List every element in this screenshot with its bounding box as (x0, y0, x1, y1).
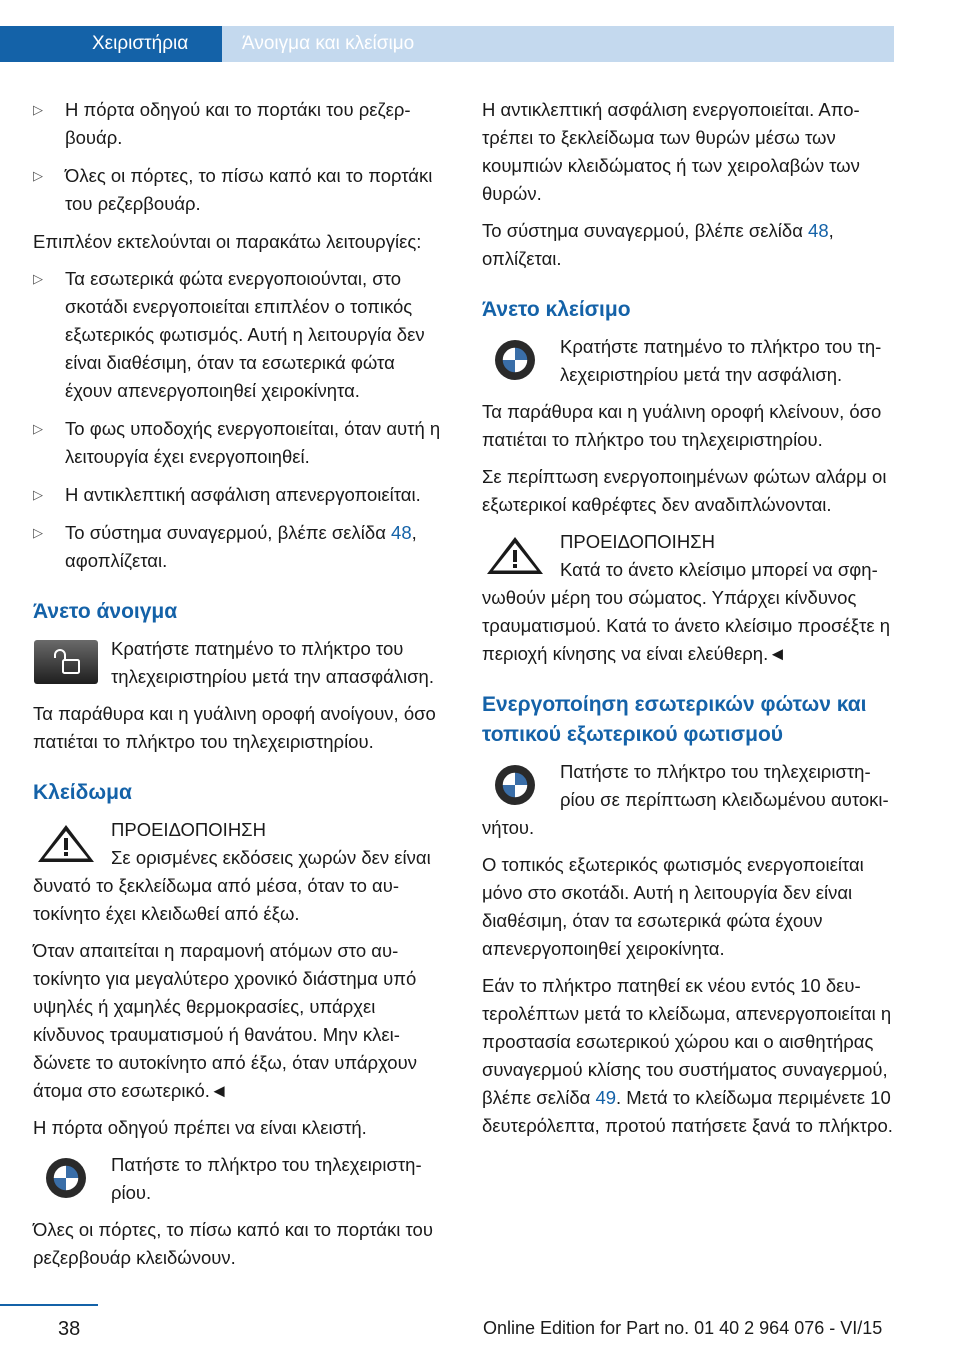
paragraph: Κρατήστε πατημένο το πλήκτρο του τηλεχειριστηρίου μετά την απασφάλιση. (33, 635, 445, 691)
page-link[interactable]: 48 (391, 522, 412, 543)
warning-block: ΠΡΟΕΙΔΟΠΟΙΗΣΗ Κατά το άνετο κλείσιμο μπορεί να σφηνωθούν μέρη του σώματος. Υπάρχει κίνδυνος τραυματισμού. Κατά το άνετο κλείσιμο προσέξτε η περιοχή κίνησης να είναι ελεύθερη.◄ (482, 531, 890, 664)
paragraph: Τα παράθυρα και η γυάλινη οροφή κλείνουν, όσο πατιέται το πλήκτρο του τηλεχειριστηρίου. (482, 401, 882, 450)
page-link[interactable]: 48 (808, 220, 829, 241)
triangle-bullet-icon: ▷ (33, 487, 43, 502)
list-item: ▷ Όλες οι πόρτες, το πίσω καπό και το πορτάκι του ρεζερβουάρ. (33, 162, 445, 218)
unlock-button-icon (33, 639, 99, 685)
paragraph: Ο τοπικός εξωτερικός φωτισμός ενεργοποιείται μόνο στο σκοτάδι. Αυτή η λειτουργία δεν είναι διαθέσιμη, όταν τα εσωτερικά φώτα έχουν απενεργοποιηθεί χειροκίνητα. (482, 854, 864, 959)
section-tab-inactive: Άνοιγμα και κλείσιμο (222, 26, 894, 62)
warning-triangle-icon (33, 820, 99, 866)
footer-rule (0, 1304, 98, 1306)
page-header (0, 0, 960, 62)
paragraph: Σε περίπτωση ενεργοποιημένων φώτων αλάρμ οι εξωτερικοί καθρέφτες δεν αναδιπλώνονται. (482, 466, 887, 515)
paragraph: Όταν απαιτείται η παραμονή ατόμων στο αυτοκίνητο για μεγαλύτερο χρονικό διάστημα υπό υψηλές ή χαμηλές θερμοκρασίες, υπάρχει κίνδυνος τραυματισμού ή θανάτου. Μην κλειδώνετε το αυτοκίνητο από έξω, όταν υπάρχουν άτομα στο εσωτερικό.◄ (33, 940, 417, 1101)
left-column (33, 96, 445, 1281)
edition-note: Online Edition for Part no. 01 40 2 964 076 - VI/15 (483, 1318, 883, 1338)
paragraph: Όλες οι πόρτες, το πίσω καπό και το πορτάκι του ρεζερβουάρ κλειδώνουν. (33, 1219, 433, 1268)
paragraph: Επιπλέον εκτελούνται οι παρακάτω λειτουργίες: (33, 231, 422, 252)
section-heading: Ενεργοποίηση εσωτερικών φώτων και τοπικού εξωτερικού φωτισμού (482, 693, 867, 746)
paragraph: Η πόρτα οδηγού πρέπει να είναι κλειστή. (33, 1117, 367, 1138)
triangle-bullet-icon: ▷ (33, 102, 43, 117)
warning-block: ΠΡΟΕΙΔΟΠΟΙΗΣΗ Σε ορισμένες εκδόσεις χωρών δεν είναι δυνατό το ξεκλείδωμα από μέσα, όταν το αυτοκίνητο έχει κλειδωθεί από έξω. (33, 819, 431, 924)
section-tab-active: Χειριστήρια (0, 26, 222, 62)
section-heading: Κλείδωμα (33, 781, 132, 804)
paragraph: Το σύστημα συναγερμού, βλέπε σελίδα 48, οπλίζεται. (482, 220, 834, 269)
list-item: ▷ Τα εσωτερικά φώτα ενεργοποιούνται, στο σκοτάδι ενεργοποιείται επιπλέον ο τοπικός εξωτερικός φωτισμός. Αυτή η λειτουργία δεν είναι διαθέσιμη, όταν τα εσωτερικά φώτα έχουν απενεργοποιηθεί χειροκίνητα. (33, 265, 445, 405)
bmw-logo-icon (482, 337, 548, 383)
paragraph: Τα παράθυρα και η γυάλινη οροφή ανοίγουν, όσο πατιέται το πλήκτρο του τηλεχειριστηρίου. (33, 703, 436, 752)
paragraph: Πατήστε το πλήκτρο του τηλεχειριστηρίου σε περίπτωση κλειδωμένου αυτοκινήτου. (482, 761, 889, 838)
list-item: ▷ Η αντικλεπτική ασφάλιση απενεργοποιείται. (33, 481, 445, 509)
list-item: ▷ Το σύστημα συναγερμού, βλέπε σελίδα 48, αφοπλίζεται. (33, 519, 445, 575)
triangle-bullet-icon: ▷ (33, 525, 43, 540)
triangle-bullet-icon: ▷ (33, 421, 43, 436)
triangle-bullet-icon: ▷ (33, 271, 43, 286)
paragraph: Πατήστε το πλήκτρο του τηλεχειριστηρίου. (33, 1151, 445, 1207)
bmw-logo-icon (33, 1155, 99, 1201)
bmw-logo-icon (482, 762, 548, 808)
section-heading: Άνετο κλείσιμο (482, 298, 631, 321)
list-item: ▷ Η πόρτα οδηγού και το πορτάκι του ρεζερβουάρ. (33, 96, 445, 152)
triangle-bullet-icon: ▷ (33, 168, 43, 183)
warning-triangle-icon (482, 532, 548, 578)
right-column (482, 96, 894, 1149)
page-number: 38 (58, 1318, 81, 1340)
paragraph: Κρατήστε πατημένο το πλήκτρο του τηλεχειριστηρίου μετά την ασφάλιση. (482, 333, 894, 389)
page-link[interactable]: 49 (595, 1087, 617, 1108)
section-heading: Άνετο άνοιγμα (33, 600, 178, 623)
list-item: ▷ Το φως υποδοχής ενεργοποιείται, όταν αυτή η λειτουργία έχει ενεργοποιηθεί. (33, 415, 445, 471)
paragraph: Εάν το πλήκτρο πατηθεί εκ νέου εντός 10 δευτερολέπτων μετά το κλείδωμα, απενεργοποιείται η προστασία εσωτερικού χώρου και ο αισθητήρας συναγερμού κλίσης του συστήματος συναγερμού, βλέπε σελίδα 49. Μετά το κλείδωμα περιμένετε 10 δευτερόλεπτα, προτού πατήσετε ξανά το πλήκτρο. (482, 975, 893, 1136)
paragraph: Η αντικλεπτική ασφάλιση ενεργοποιείται. Αποτρέπει το ξεκλείδωμα των θυρών μέσω των κουμπιών κλειδώματος ή των χειρολαβών των θυρών. (482, 99, 860, 204)
